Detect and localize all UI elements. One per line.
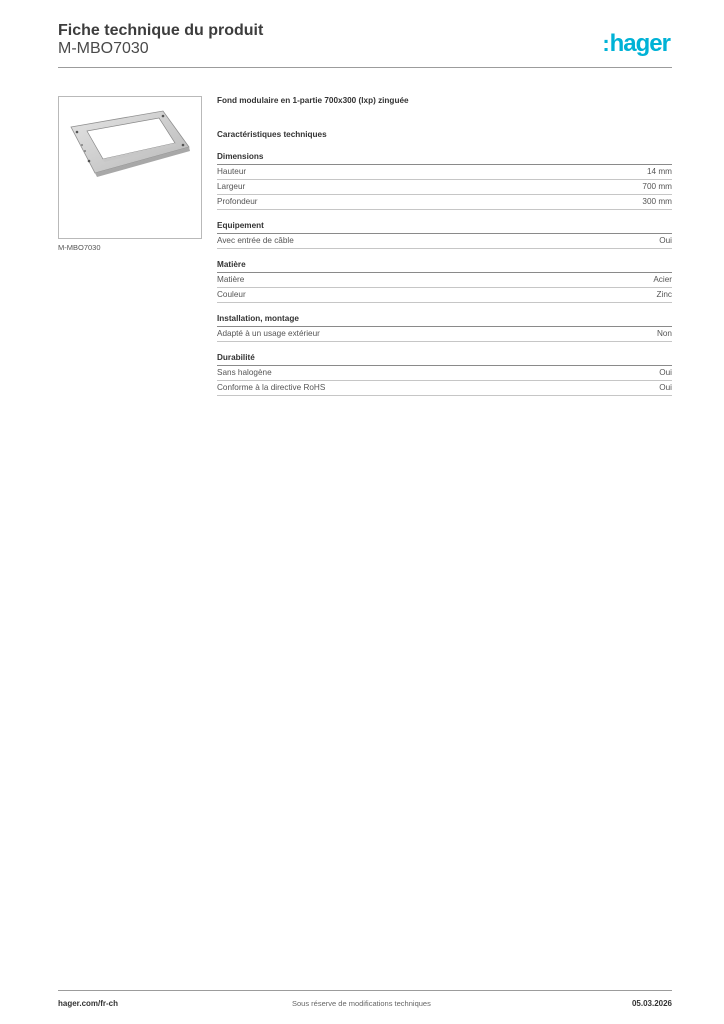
spec-group-matiere [217,260,672,303]
spec-label: Adapté à un usage extérieur [217,329,320,338]
spec-value: 300 mm [642,197,672,206]
image-caption: M-MBO7030 [58,243,101,252]
spec-label: Profondeur [217,197,258,206]
spec-row [217,381,672,396]
section-heading: Caractéristiques techniques [217,130,327,139]
footer-website-link[interactable]: hager.com/fr-ch [58,999,119,1008]
spec-label: Matière [217,275,245,284]
logo-colon-icon: : [602,31,609,56]
spec-group-equipement [217,221,672,249]
spec-value: Non [656,329,672,338]
product-image-frame [58,96,202,239]
spec-value: Acier [653,275,672,284]
hager-logo [602,30,670,58]
spec-value: 14 mm [646,167,672,176]
spec-label: Largeur [217,182,246,191]
spec-row [217,366,672,381]
spec-label: Sans halogène [217,368,272,377]
product-description: Fond modulaire en 1-partie 700x300 (lxp) zinguée [217,96,409,105]
spec-value: Oui [659,368,672,377]
product-reference: M-MBO7030 [58,40,149,57]
spec-label: Hauteur [217,167,247,176]
group-title: Matière [217,260,672,273]
spec-value: Oui [659,236,672,245]
spec-row [217,288,672,303]
specifications [217,96,672,407]
spec-row [217,165,672,180]
group-title: Equipement [217,221,672,234]
spec-value: Zinc [656,290,672,299]
spec-label: Avec entrée de câble [217,236,294,245]
page-title: Fiche technique du produit [58,22,264,39]
group-title: Installation, montage [217,314,672,327]
footer-date: 05.03.2026 [631,999,672,1008]
spec-row [217,234,672,249]
group-title: Durabilité [217,353,672,366]
spec-row [217,273,672,288]
footer-divider [58,990,672,991]
group-title: Dimensions [217,152,672,165]
spec-value: Oui [659,383,672,392]
spec-group-durabilite [217,353,672,396]
footer-disclaimer: Sous réserve de modifications techniques [292,999,431,1008]
spec-group-dimensions [217,152,672,210]
spec-row [217,195,672,210]
spec-row [217,180,672,195]
page-header [58,22,672,70]
header-divider [58,67,672,68]
spec-group-installation [217,314,672,342]
spec-label: Couleur [217,290,246,299]
mounting-plate-image [59,97,201,238]
spec-row [217,327,672,342]
spec-value: 700 mm [642,182,672,191]
logo-text: hager [609,30,670,57]
spec-label: Conforme à la directive RoHS [217,383,326,392]
